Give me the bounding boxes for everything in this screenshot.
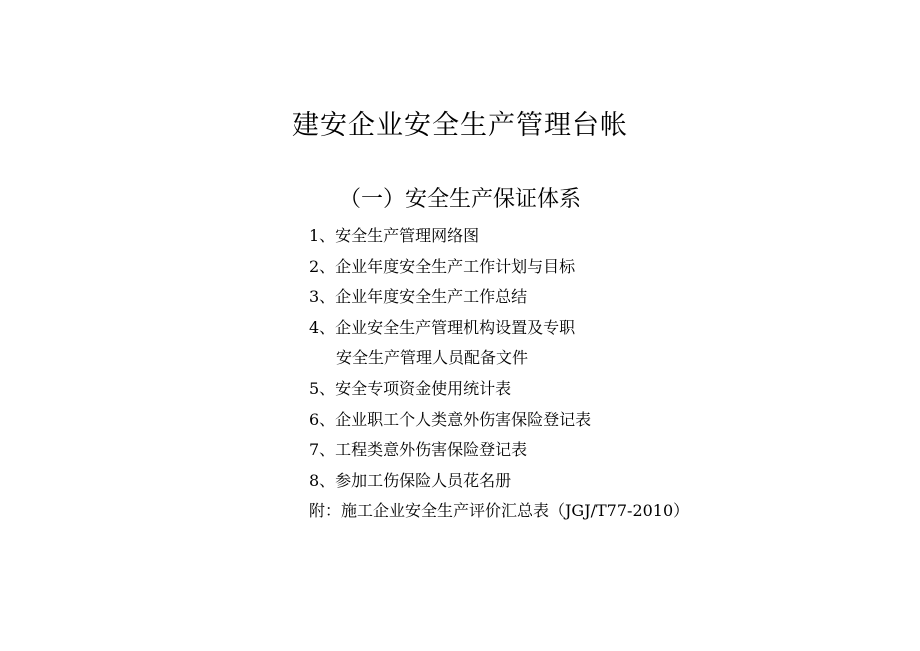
section-heading: （一）安全生产保证体系: [338, 187, 581, 212]
appendix-item: 附：施工企业安全生产评价汇总表（JGJ/T77-2010）: [309, 501, 690, 521]
list-item-continuation: 安全生产管理人员配备文件: [336, 348, 529, 368]
list-item: 3、企业年度安全生产工作总结: [309, 287, 528, 307]
list-item: 4、企业安全生产管理机构设置及专职: [309, 317, 576, 337]
list-item: 8、参加工伤保险人员花名册: [309, 470, 512, 490]
list-item: 2、企业年度安全生产工作计划与目标: [309, 256, 576, 276]
list-item: 7、工程类意外伤害保险登记表: [309, 440, 528, 460]
list-item: 6、企业职工个人类意外伤害保险登记表: [309, 409, 592, 429]
list-item: 5、安全专项资金使用统计表: [309, 378, 512, 398]
list-item: 1、安全生产管理网络图: [309, 226, 480, 245]
page-title: 建安企业安全生产管理台帐: [292, 110, 628, 141]
contents-list: [309, 221, 689, 527]
